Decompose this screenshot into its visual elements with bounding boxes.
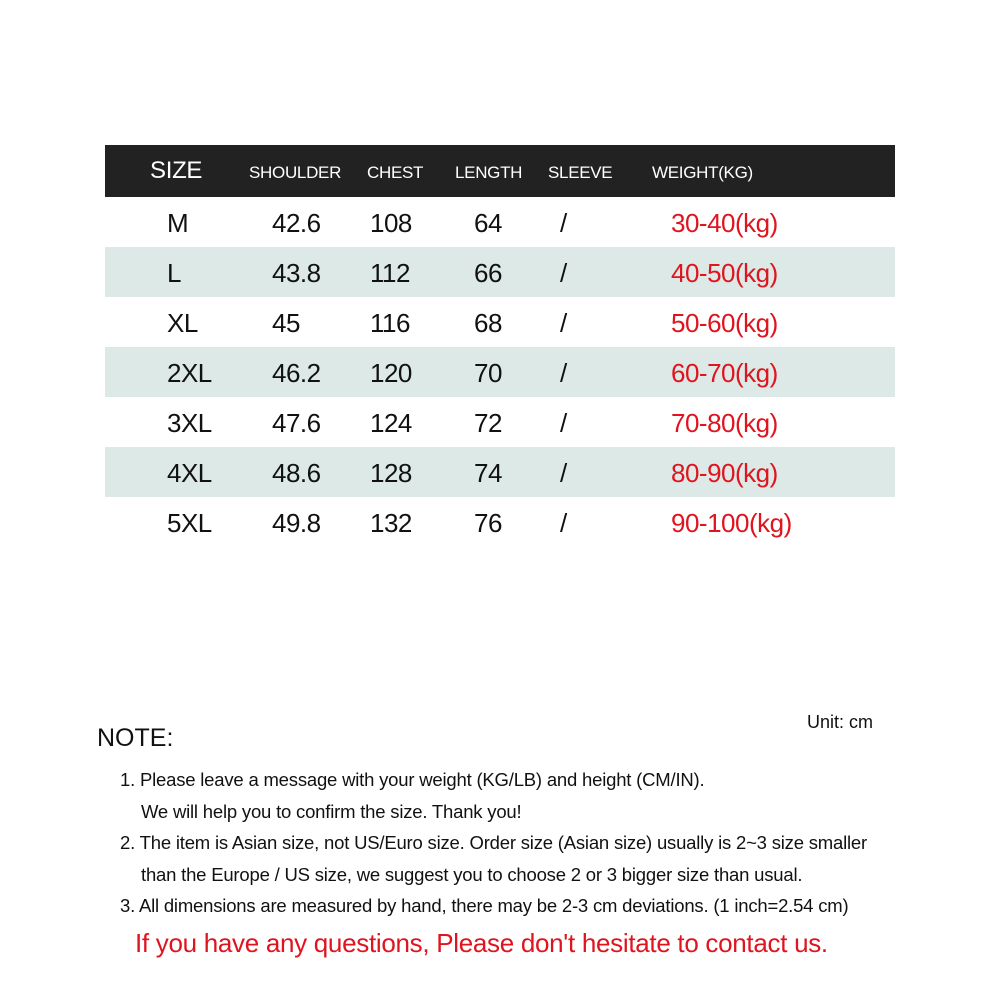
note-line: We will help you to confirm the size. Thank you! bbox=[141, 800, 522, 822]
cell-length: 66 bbox=[474, 258, 502, 288]
cell-size: 4XL bbox=[167, 458, 212, 488]
cell-weight: 70-80(kg) bbox=[671, 408, 778, 438]
cell-chest: 108 bbox=[370, 208, 412, 238]
note-line: 3. All dimensions are measured by hand, there may be 2-3 cm deviations. (1 inch=2.54 cm) bbox=[120, 895, 849, 916]
size-chart-table bbox=[105, 145, 895, 547]
cell-chest: 116 bbox=[370, 308, 410, 338]
note-title: NOTE: bbox=[97, 724, 174, 752]
cell-chest: 120 bbox=[370, 358, 412, 388]
cell-chest: 128 bbox=[370, 458, 412, 488]
cell-chest: 132 bbox=[370, 508, 412, 538]
contact-message: If you have any questions, Please don't hesitate to contact us. bbox=[135, 928, 828, 958]
note-line: 2. The item is Asian size, not US/Euro size. Order size (Asian size) usually is 2~3 size smaller bbox=[120, 832, 867, 853]
cell-shoulder: 46.2 bbox=[272, 358, 321, 388]
header-shoulder: SHOULDER bbox=[249, 163, 342, 182]
cell-weight: 90-100(kg) bbox=[671, 508, 792, 538]
cell-weight: 40-50(kg) bbox=[671, 258, 778, 288]
table-row bbox=[105, 347, 895, 397]
cell-length: 68 bbox=[474, 308, 502, 338]
cell-weight: 60-70(kg) bbox=[671, 358, 778, 388]
cell-length: 76 bbox=[474, 508, 502, 538]
cell-chest: 112 bbox=[370, 258, 410, 288]
cell-shoulder: 42.6 bbox=[272, 208, 321, 238]
cell-shoulder: 48.6 bbox=[272, 458, 321, 488]
cell-shoulder: 47.6 bbox=[272, 408, 321, 438]
cell-shoulder: 43.8 bbox=[272, 258, 321, 288]
cell-length: 70 bbox=[474, 358, 502, 388]
table-row bbox=[105, 447, 895, 497]
cell-size: 3XL bbox=[167, 408, 212, 438]
header-weight: WEIGHT(KG) bbox=[652, 163, 753, 182]
cell-size: L bbox=[167, 258, 181, 288]
table-header bbox=[105, 145, 895, 197]
unit-label: Unit: cm bbox=[807, 712, 874, 732]
cell-sleeve: / bbox=[560, 408, 567, 438]
table-row bbox=[105, 497, 895, 547]
cell-sleeve: / bbox=[560, 358, 567, 388]
cell-length: 72 bbox=[474, 408, 502, 438]
cell-size: XL bbox=[167, 308, 198, 338]
cell-weight: 50-60(kg) bbox=[671, 308, 778, 338]
header-sleeve: SLEEVE bbox=[548, 163, 613, 182]
table-row bbox=[105, 197, 895, 247]
header-length: LENGTH bbox=[455, 163, 523, 182]
cell-shoulder: 49.8 bbox=[272, 508, 321, 538]
table-row bbox=[105, 397, 895, 447]
cell-size: 2XL bbox=[167, 358, 212, 388]
cell-shoulder: 45 bbox=[272, 308, 300, 338]
cell-sleeve: / bbox=[560, 208, 567, 238]
cell-weight: 30-40(kg) bbox=[671, 208, 778, 238]
cell-length: 74 bbox=[474, 458, 502, 488]
note-line: 1. Please leave a message with your weight (KG/LB) and height (CM/IN). bbox=[120, 769, 705, 790]
cell-chest: 124 bbox=[370, 408, 412, 438]
table-row bbox=[105, 297, 895, 347]
cell-sleeve: / bbox=[560, 458, 567, 488]
table-row bbox=[105, 247, 895, 297]
header-chest: CHEST bbox=[367, 163, 424, 182]
cell-weight: 80-90(kg) bbox=[671, 458, 778, 488]
notes-list bbox=[120, 766, 867, 924]
cell-sleeve: / bbox=[560, 508, 567, 538]
cell-sleeve: / bbox=[560, 258, 567, 288]
cell-length: 64 bbox=[474, 208, 502, 238]
cell-sleeve: / bbox=[560, 308, 567, 338]
cell-size: M bbox=[167, 208, 189, 238]
header-size: SIZE bbox=[150, 157, 203, 184]
cell-size: 5XL bbox=[167, 508, 212, 538]
note-line: than the Europe / US size, we suggest you to choose 2 or 3 bigger size than usual. bbox=[141, 863, 803, 885]
